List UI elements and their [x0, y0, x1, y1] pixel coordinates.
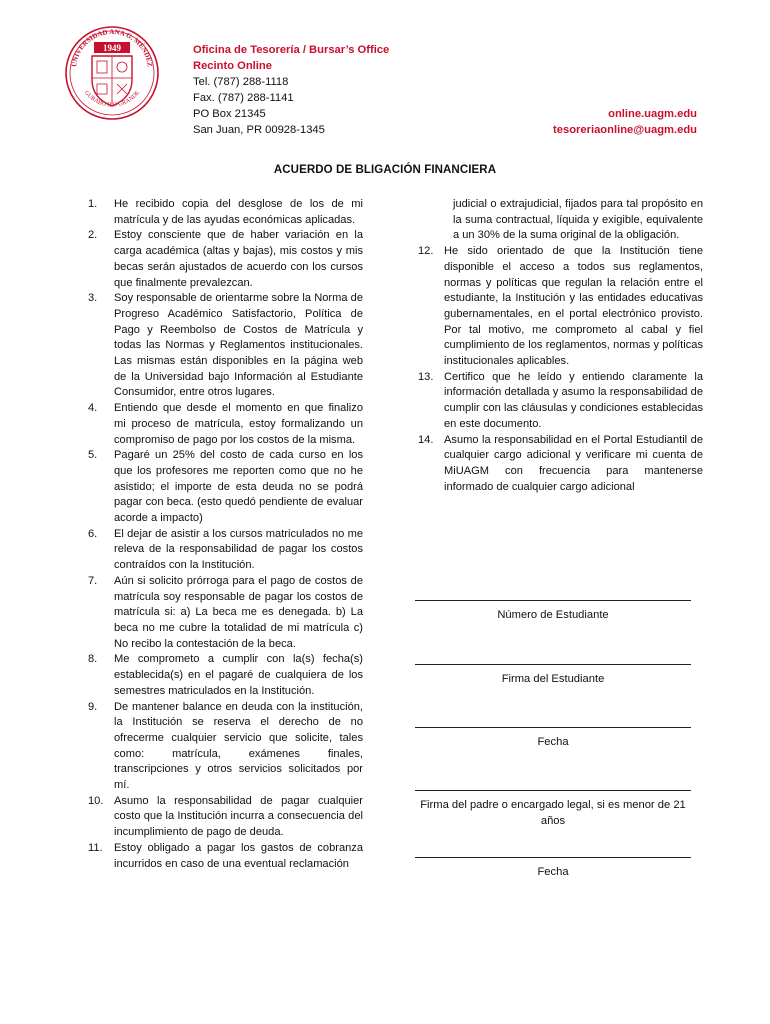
student-number-label: Número de Estudiante: [497, 609, 609, 621]
item-number: 6.: [88, 527, 98, 540]
item-text: De mantener balance en deuda con la institución, la Institución se reserva el derecho de no ofrecerme cualquier servicio que solicite, tales como: matrícula, exámenes finales, transcripciones y otros servicios solicitados por mí.: [114, 700, 363, 792]
item-text: He recibido copia del desglose de los de mi matrícula y de las ayudas económicas aplicadas.: [114, 198, 363, 226]
list-item: [88, 228, 363, 291]
list-item: [88, 401, 363, 448]
list-item: [88, 652, 363, 699]
item-number: 4.: [88, 402, 98, 415]
item-number: 5.: [88, 449, 98, 462]
signature-line: [415, 600, 691, 601]
item-number: 11.: [88, 841, 103, 854]
student-signature-field[interactable]: [415, 664, 691, 687]
guardian-signature-label: Firma del padre o encargado legal, si es menor de 21 años: [420, 799, 686, 827]
item-text: He sido orientado de que la Institución tiene disponible el acceso a todos sus reglamentos, normas y políticas que regulan la relación entre el estudiante, la Institución y las entidades educativas gubernamentales, en el portal electrónico provisto. Por tal motivo, me comprometo al cabal y fiel cumplimiento de los reglamentos, normas y políticas institucionales aplicables.: [444, 245, 703, 368]
item-number: 3.: [88, 292, 98, 305]
right-column: [418, 197, 703, 495]
item-text: Certifico que he leído y entiendo claramente la información detallada y asumo la responsabilidad de cumplir con las cláusulas y condiciones establecidas en este documento.: [444, 370, 703, 430]
phone: Tel. (787) 288-1118: [193, 76, 289, 88]
list-item: [418, 370, 703, 433]
item-number: 9.: [88, 700, 98, 713]
item-text: Pagaré un 25% del costo de cada curso en los que los profesores me reporten como que no he asistido; el importe de esta deuda no se podrá pagar con beca. (esto quedó pendiente de evaluar acorde a impacto): [114, 449, 363, 525]
fax: Fax. (787) 288-1141: [193, 92, 294, 104]
item-11-continuation: judicial o extrajudicial, fijados para tal propósito en la suma contractual, líquida y exigible, equivalente a un 30% de la suma original de la obligación.: [453, 198, 703, 242]
item-text: Aún si solicito prórroga para el pago de costos de matrícula soy responsable de pagar los costos de matrícula si: a) La beca me es denegada. b) La beca no me cubre la totalidad de mi matrícula c) No recibo la contestación de la beca.: [114, 574, 363, 650]
campus-name: Recinto Online: [193, 60, 272, 72]
student-signature-label: Firma del Estudiante: [501, 673, 605, 685]
item-text: Estoy obligado a pagar los gastos de cobranza incurridos en caso de una eventual reclamación: [114, 841, 363, 870]
document-title: ACUERDO DE BLIGACIÓN FINANCIERA: [273, 164, 497, 176]
item-number: 12.: [418, 245, 434, 258]
date-field-2[interactable]: [415, 857, 691, 880]
student-number-field[interactable]: [415, 600, 691, 623]
signature-line: [415, 857, 691, 858]
signature-line: [415, 664, 691, 665]
date-field-1[interactable]: [415, 727, 691, 750]
website-link[interactable]: online.uagm.edu: [608, 108, 697, 120]
item-number: 1.: [88, 198, 98, 210]
city-address: San Juan, PR 00928-1345: [193, 124, 325, 136]
item-text: Asumo la responsabilidad en el Portal Estudiantil de cualquier cargo adicional y verificare mi cuenta de MiUAGM con frecuencia para mantenerse informado de cualquier cargo adicional: [444, 433, 703, 493]
item-number: 8.: [88, 653, 98, 666]
university-seal: [64, 18, 160, 128]
list-item: [88, 841, 363, 872]
email-link[interactable]: tesoreriaonline@uagm.edu: [553, 124, 697, 136]
seal-year: 1949: [103, 43, 121, 53]
item-number: 2.: [88, 229, 98, 242]
list-item: [88, 197, 363, 228]
item-number: 10.: [88, 794, 104, 807]
item-number: 13.: [418, 370, 434, 383]
list-item: [88, 291, 363, 401]
list-item: [418, 433, 703, 496]
item-number: 14.: [418, 433, 434, 446]
signature-line: [415, 790, 691, 791]
office-name: Oficina de Tesorería / Bursar’s Office: [193, 44, 390, 56]
item-text: Asumo la responsabilidad de pagar cualquier costo que la Institución incurra a consecuencia del incumplimiento de pago de deuda.: [114, 794, 363, 839]
list-item: [88, 794, 363, 841]
item-number: 7.: [88, 574, 98, 587]
list-item: [88, 448, 363, 527]
item-text: Entiendo que desde el momento en que finalizo mi proceso de matrícula, estoy formalizando un compromiso de pago por los costos de la misma.: [114, 402, 363, 446]
list-item: [88, 527, 363, 574]
date-label-1: Fecha: [537, 736, 569, 748]
left-column: [88, 197, 363, 872]
signature-line: [415, 727, 691, 728]
item-text: Estoy consciente que de haber variación en la carga académica (altas y bajas), mis costos y mis becas serán ajustados de acuerdo con los cursos que finalmente prevalezcan.: [114, 229, 363, 289]
list-item: [88, 700, 363, 794]
seal-bottom-text: GURABO RÍO GRANDE: [82, 89, 142, 109]
contact-links: [553, 106, 697, 138]
item-text: Soy responsable de orientarme sobre la Norma de Progreso Académico Satisfactorio, Política de Pago y Reembolso de Costos de Matrícula y todas las Normas y Reglamentos institucionales. Las mismas están disponibles en la página web de la Universidad bajo Información al Estudiante Consumidor, entre otros lugares.: [114, 292, 363, 399]
seal-top-text: UNIVERSIDAD ANA G. MÉNDEZ: [70, 28, 154, 68]
date-label-2: Fecha: [537, 866, 569, 878]
list-item: [418, 244, 703, 370]
item-text: El dejar de asistir a los cursos matriculados no me releva de la responsabilidad de pagar los costos contraídos con la Institución.: [114, 527, 363, 572]
list-item: [88, 574, 363, 653]
office-info: [193, 42, 389, 138]
guardian-signature-field[interactable]: [415, 790, 691, 829]
po-box: PO Box 21345: [193, 108, 266, 120]
item-text: Me comprometo a cumplir con la(s) fecha(s) establecida(s) en el pagaré de cualquiera de los semestres matriculados en la Institución.: [114, 653, 363, 697]
